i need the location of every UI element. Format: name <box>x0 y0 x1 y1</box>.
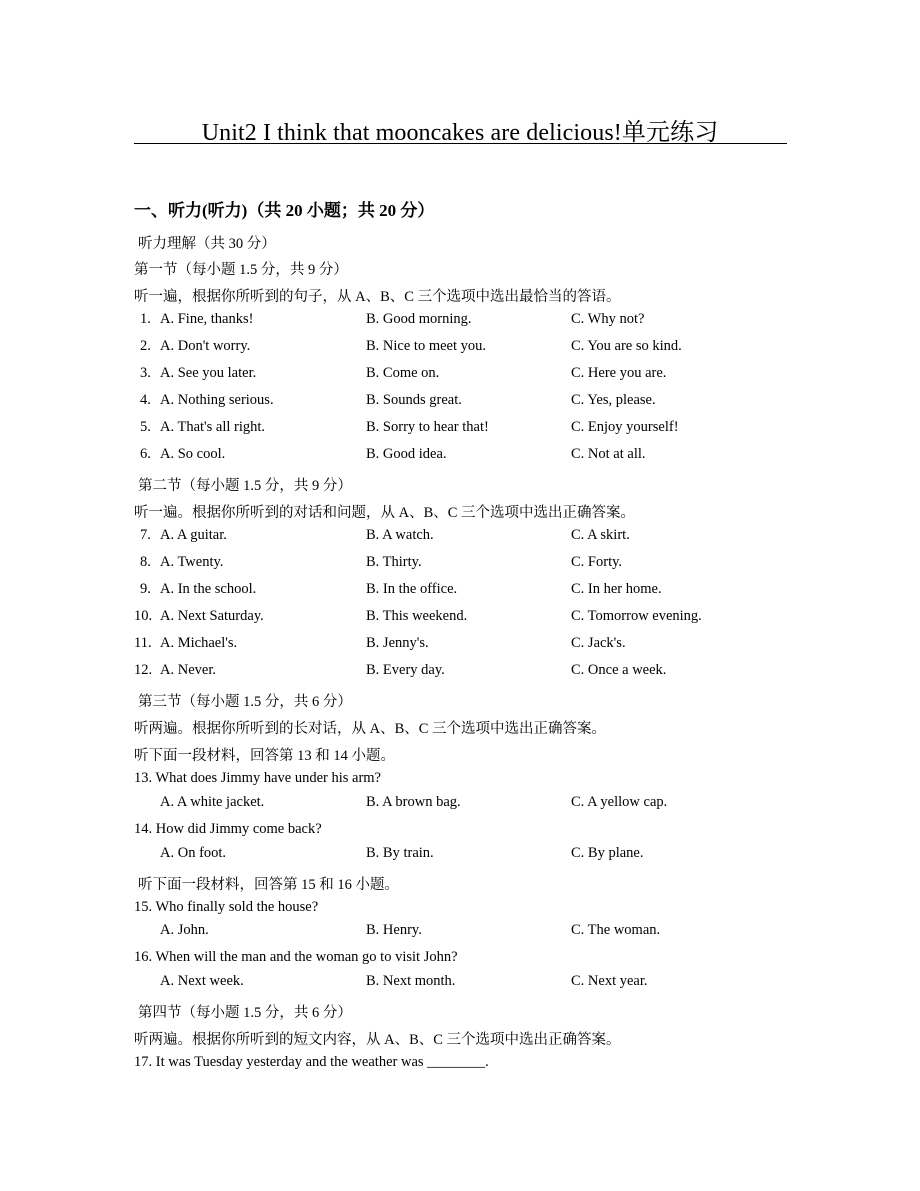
option-b: B. Jenny's. <box>366 635 429 651</box>
option-b: B. This weekend. <box>366 608 468 624</box>
option-b: B. By train. <box>366 845 434 861</box>
option-c: C. By plane. <box>571 845 644 861</box>
option-b: B. Good morning. <box>366 311 472 327</box>
option-c: C. The woman. <box>571 922 661 938</box>
option-c: C. Forty. <box>571 554 623 570</box>
title-underline <box>134 143 787 144</box>
part2-header: 第二节（每小题 1.5 分，共 9 分） <box>138 478 352 494</box>
question-number: 4. <box>140 392 151 408</box>
question-number: 5. <box>140 419 151 435</box>
question-number: 6. <box>140 446 151 462</box>
option-b: B. Every day. <box>366 662 445 678</box>
part3-instruction: 听两遍。根据你所听到的长对话，从 A、B、C 三个选项中选出正确答案。 <box>134 721 607 737</box>
option-c: C. Enjoy yourself! <box>571 419 679 435</box>
option-c: C. Jack's. <box>571 635 626 651</box>
question-stem: 16. When will the man and the woman go to visit John? <box>134 949 458 965</box>
option-c: C. You are so kind. <box>571 338 682 354</box>
question-number: 1. <box>140 311 151 327</box>
option-a: A. Next week. <box>160 973 244 989</box>
question-number: 9. <box>140 581 151 597</box>
option-a: A. So cool. <box>160 446 226 462</box>
option-b: B. Sounds great. <box>366 392 462 408</box>
option-c: C. Next year. <box>571 973 648 989</box>
option-a: A. That's all right. <box>160 419 266 435</box>
question-number: 8. <box>140 554 151 570</box>
option-c: C. A skirt. <box>571 527 630 543</box>
option-a: A. On foot. <box>160 845 227 861</box>
option-c: C. Why not? <box>571 311 645 327</box>
option-b: B. Good idea. <box>366 446 447 462</box>
option-b: B. Henry. <box>366 922 422 938</box>
option-c: C. In her home. <box>571 581 662 597</box>
question-stem: 17. It was Tuesday yesterday and the weather was ________. <box>134 1054 489 1070</box>
option-a: A. Michael's. <box>160 635 238 651</box>
option-b: B. A brown bag. <box>366 794 461 810</box>
material-note: 听下面一段材料，回答第 13 和 14 小题。 <box>134 748 395 764</box>
option-a: A. Twenty. <box>160 554 224 570</box>
question-stem: 13. What does Jimmy have under his arm? <box>134 770 381 786</box>
option-b: B. In the office. <box>366 581 458 597</box>
option-a: A. Fine, thanks! <box>160 311 254 327</box>
option-a: A. Nothing serious. <box>160 392 274 408</box>
question-number: 12. <box>134 662 153 678</box>
option-c: C. A yellow cap. <box>571 794 668 810</box>
option-c: C. Yes, please. <box>571 392 656 408</box>
option-a: A. Don't worry. <box>160 338 251 354</box>
option-a: A. John. <box>160 922 209 938</box>
option-a: A. A white jacket. <box>160 794 265 810</box>
option-b: B. Thirty. <box>366 554 422 570</box>
part1-instruction: 听一遍，根据你所听到的句子，从 A、B、C 三个选项中选出最恰当的答语。 <box>134 289 621 305</box>
option-a: A. Next Saturday. <box>160 608 264 624</box>
question-number: 3. <box>140 365 151 381</box>
question-number: 7. <box>140 527 151 543</box>
option-a: A. See you later. <box>160 365 257 381</box>
option-a: A. In the school. <box>160 581 257 597</box>
listening-intro: 听力理解（共 30 分） <box>138 236 276 252</box>
part2-instruction: 听一遍。根据你所听到的对话和问题，从 A、B、C 三个选项中选出正确答案。 <box>134 505 636 521</box>
option-b: B. Nice to meet you. <box>366 338 487 354</box>
part4-instruction: 听两遍。根据你所听到的短文内容，从 A、B、C 三个选项中选出正确答案。 <box>134 1032 621 1048</box>
option-b: B. Sorry to hear that! <box>366 419 489 435</box>
option-b: B. A watch. <box>366 527 434 543</box>
option-b: B. Next month. <box>366 973 456 989</box>
option-c: C. Once a week. <box>571 662 667 678</box>
option-a: A. Never. <box>160 662 216 678</box>
option-c: C. Not at all. <box>571 446 646 462</box>
question-stem: 15. Who finally sold the house? <box>134 899 319 915</box>
part4-header: 第四节（每小题 1.5 分，共 6 分） <box>138 1005 352 1021</box>
part3-header: 第三节（每小题 1.5 分，共 6 分） <box>138 694 352 710</box>
material-note: 听下面一段材料，回答第 15 和 16 小题。 <box>138 877 399 893</box>
option-c: C. Here you are. <box>571 365 667 381</box>
question-number: 11. <box>134 635 152 651</box>
option-a: A. A guitar. <box>160 527 227 543</box>
question-number: 2. <box>140 338 151 354</box>
question-stem: 14. How did Jimmy come back? <box>134 821 322 837</box>
part1-header: 第一节（每小题 1.5 分，共 9 分） <box>134 262 348 278</box>
document-title: Unit2 I think that mooncakes are delicious!单元练习 <box>201 120 719 146</box>
option-c: C. Tomorrow evening. <box>571 608 702 624</box>
option-b: B. Come on. <box>366 365 440 381</box>
question-number: 10. <box>134 608 153 624</box>
section-heading: 一、听力(听力)（共 20 小题；共 20 分） <box>134 201 435 220</box>
